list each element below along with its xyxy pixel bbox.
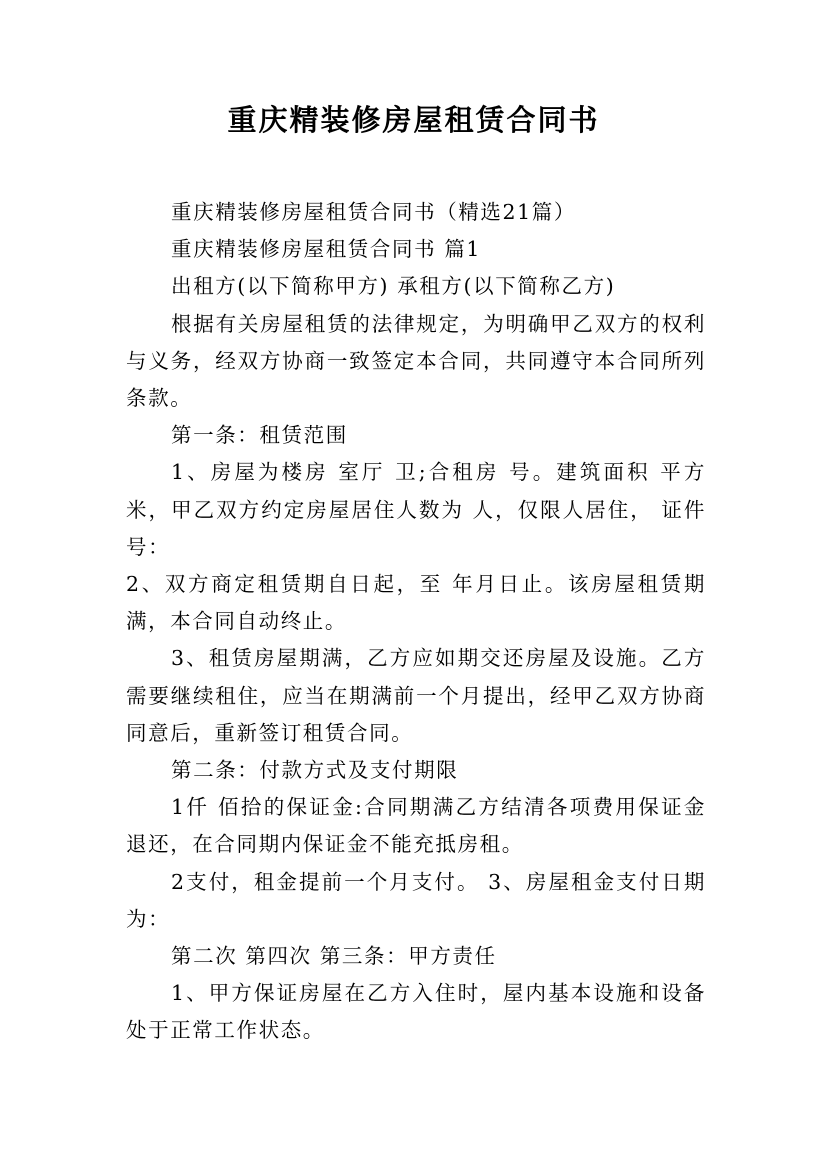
- paragraph: 第一条：租赁范围: [171, 423, 348, 448]
- paragraph: 2支付，租金提前一个月支付。 3、房屋租金支付日期为：: [126, 869, 706, 931]
- paragraph: 2、双方商定租赁期自日起，至 年月日止。该房屋租赁期满，本合同自动终止。: [126, 572, 706, 634]
- paragraph: 重庆精装修房屋租赁合同书（精选21篇）: [171, 200, 576, 224]
- paragraph: 1、甲方保证房屋在乙方入住时，屋内基本设施和设备处于正常工作状态。: [126, 981, 706, 1043]
- paragraph: 根据有关房屋租赁的法律规定，为明确甲乙双方的权利与义务，经双方协商一致签定本合同，共同遵守本合同所列条款。: [126, 311, 706, 411]
- paragraph: 重庆精装修房屋租赁合同书 篇1: [171, 237, 482, 262]
- document-title: 重庆精装修房屋租赁合同书: [227, 103, 600, 137]
- paragraph: 第二条：付款方式及支付期限: [171, 758, 459, 783]
- paragraph: 3、租赁房屋期满，乙方应如期交还房屋及设施。乙方需要继续租住，应当在期满前一个月提出，经甲乙双方协商同意后，重新签订租赁合同。: [126, 646, 706, 745]
- paragraph: 出租方(以下简称甲方) 承租方(以下简称乙方): [171, 274, 616, 299]
- paragraph: 第二次 第四次 第三条：甲方责任: [171, 944, 497, 969]
- paragraph: 1仟 佰拾的保证金:合同期满乙方结清各项费用保证金退还，在合同期内保证金不能充抵房租。: [126, 795, 706, 857]
- paragraph: 1、房屋为楼房 室厅 卫;合租房 号。建筑面积 平方米，甲乙双方约定房屋居住人数为 人，仅限人居住， 证件号：: [126, 460, 706, 559]
- document-body: [126, 194, 706, 1050]
